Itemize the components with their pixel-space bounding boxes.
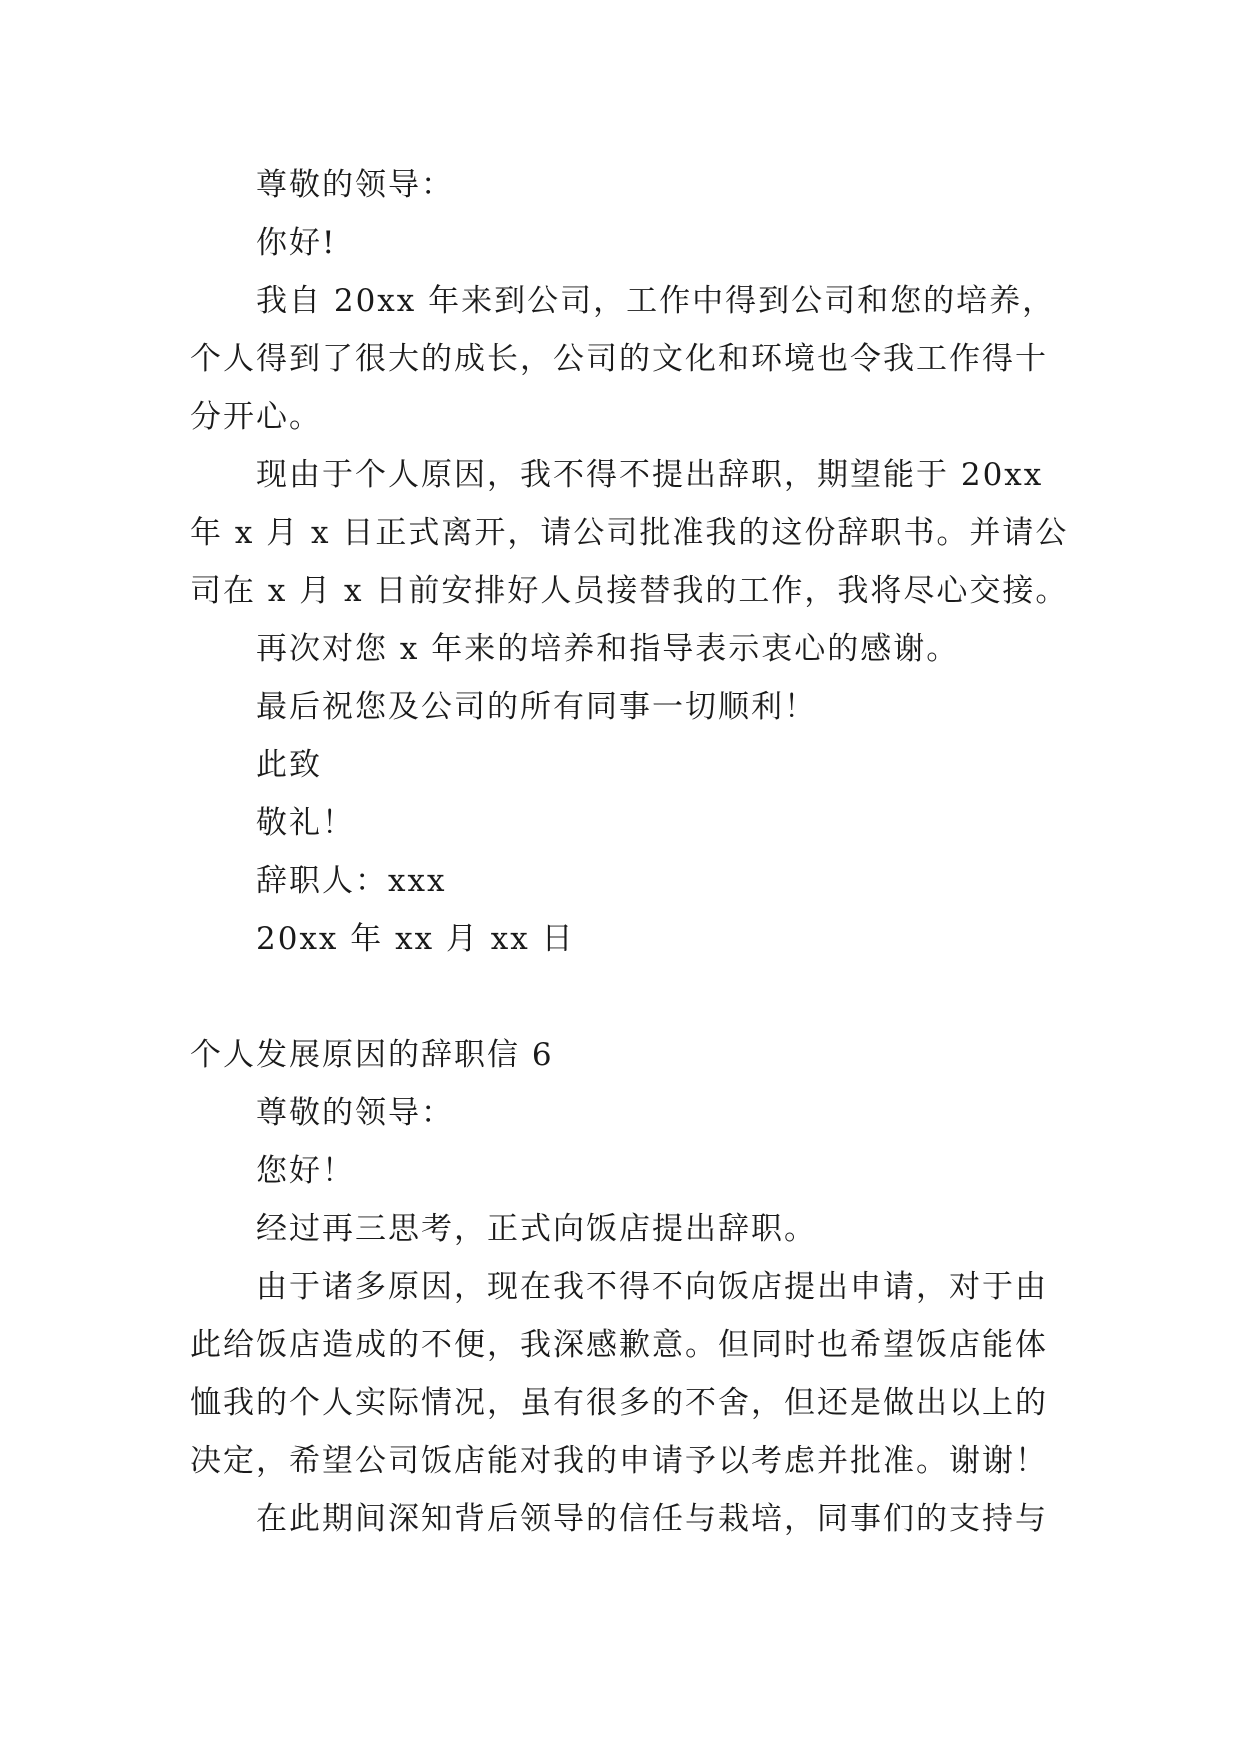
letter2-paragraph-line: 决定，希望公司饭店能对我的申请予以考虑并批准。谢谢！	[190, 1443, 1048, 1479]
letter2-statement: 经过再三思考，正式向饭店提出辞职。	[256, 1211, 817, 1247]
letter1-paragraph-line: 个人得到了很大的成长，公司的文化和环境也令我工作得十	[190, 341, 1048, 377]
letter2-salutation: 尊敬的领导：	[256, 1095, 454, 1131]
letter1-paragraph-line: 年 x 月 x 日正式离开，请公司批准我的这份辞职书。并请公	[190, 515, 1069, 551]
letter1-closing: 此致	[256, 747, 322, 783]
letter2-paragraph-line: 此给饭店造成的不便，我深感歉意。但同时也希望饭店能体	[190, 1327, 1048, 1363]
letter1-salutation: 尊敬的领导：	[256, 167, 454, 203]
letter2-paragraph-line: 在此期间深知背后领导的信任与栽培，同事们的支持与	[256, 1501, 1048, 1537]
letter2-greeting: 您好！	[256, 1153, 355, 1189]
letter1-paragraph-line: 分开心。	[190, 399, 322, 435]
letter2-paragraph-line: 由于诸多原因，现在我不得不向饭店提出申请，对于由	[256, 1269, 1048, 1305]
letter1-paragraph-line: 司在 x 月 x 日前安排好人员接替我的工作，我将尽心交接。	[190, 573, 1069, 609]
letter1-date: 20xx 年 xx 月 xx 日	[256, 921, 575, 957]
letter1-greeting: 你好!	[256, 225, 337, 261]
letter1-regards: 敬礼！	[256, 805, 355, 841]
letter1-paragraph-line: 我自 20xx 年来到公司，工作中得到公司和您的培养，	[256, 283, 1056, 319]
letter1-thanks: 再次对您 x 年来的培养和指导表示衷心的感谢。	[256, 631, 960, 667]
letter1-paragraph-line: 现由于个人原因，我不得不提出辞职，期望能于 20xx	[256, 457, 1044, 493]
letter2-paragraph-line: 恤我的个人实际情况，虽有很多的不舍，但还是做出以上的	[190, 1385, 1048, 1421]
letter1-wishes: 最后祝您及公司的所有同事一切顺利！	[256, 689, 817, 725]
letter1-signer: 辞职人：xxx	[256, 863, 447, 899]
letter2-title: 个人发展原因的辞职信 6	[190, 1037, 554, 1073]
